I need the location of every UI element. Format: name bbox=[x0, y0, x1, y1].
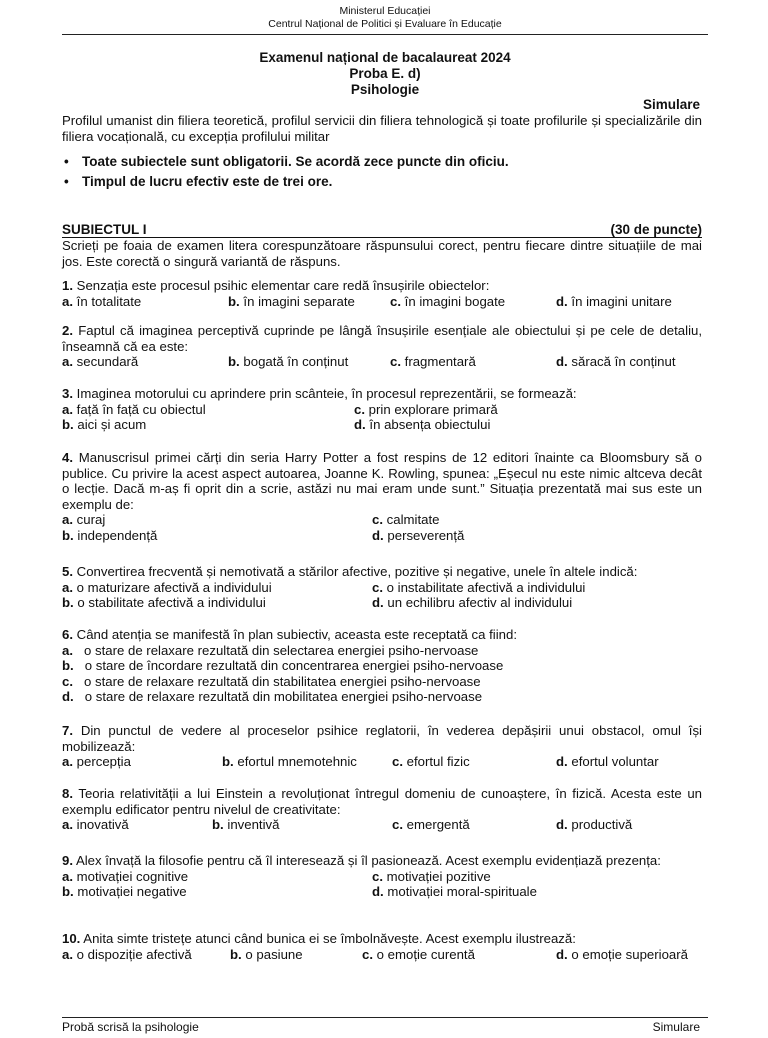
options-row bbox=[62, 354, 702, 370]
option-c: c. efortul fizic bbox=[392, 754, 470, 770]
option-c: c. fragmentară bbox=[390, 354, 476, 370]
option-d: d. o emoție superioară bbox=[556, 946, 688, 962]
options-row bbox=[62, 512, 702, 528]
option-a: a. secundară bbox=[62, 354, 139, 370]
options-row bbox=[62, 884, 702, 900]
option-b: b. independență bbox=[62, 527, 158, 543]
question-text: 10. Anita simte tristețe atunci când bunica ei se îmbolnăvește. Acest exemplu ilustrează: bbox=[62, 931, 576, 946]
profile-text: Profilul umanist din filiera teoretică, profilul servicii din filiera tehnologică și toate profilurile și specializările din filiera vocațională, cu excepția profilului militar bbox=[62, 113, 702, 144]
subject-title: Psihologie bbox=[350, 82, 420, 97]
option-c: c. o stare de relaxare rezultată din stabilitatea energiei psiho-nervoase bbox=[62, 673, 481, 689]
option-d: d. productivă bbox=[556, 817, 633, 833]
option-a: a. o maturizare afectivă a individului bbox=[62, 579, 272, 595]
option-b: b. o stabilitate afectivă a individului bbox=[62, 595, 266, 611]
options-row bbox=[62, 689, 702, 705]
options-row bbox=[62, 674, 702, 690]
option-a: a. o stare de relaxare rezultată din selectarea energiei psiho-nervoase bbox=[62, 642, 479, 658]
options-row bbox=[62, 528, 702, 544]
instructions-list bbox=[62, 153, 702, 193]
option-c: c. motivației pozitive bbox=[372, 868, 491, 884]
question-text: 5. Convertirea frecventă și nemotivată a stărilor afective, pozitive și negative, unele în altele indică: bbox=[62, 564, 638, 579]
footer-left: Probă scrisă la psihologie bbox=[62, 1020, 199, 1034]
option-c: c. emergentă bbox=[392, 817, 470, 833]
options-row bbox=[62, 402, 702, 418]
option-c: c. în imagini bogate bbox=[390, 293, 506, 309]
option-a: a. în totalitate bbox=[62, 293, 142, 309]
question-3 bbox=[62, 386, 702, 433]
session-label: Simulare bbox=[642, 97, 700, 112]
option-d: d. o stare de relaxare rezultată din mobilitatea energiei psiho-nervoase bbox=[62, 689, 483, 705]
option-d: d. perseverență bbox=[372, 527, 465, 543]
option-d: d. motivației moral-spirituale bbox=[372, 884, 537, 900]
options-row bbox=[62, 947, 702, 963]
question-8 bbox=[62, 786, 702, 833]
option-d: d. în absența obiectului bbox=[354, 417, 491, 433]
exam-titles bbox=[62, 50, 708, 98]
instruction-bullet: • Timpul de lucru efectiv este de trei ore. bbox=[62, 173, 702, 193]
question-text: 6. Când atenția se manifestă în plan subiectiv, aceasta este receptată ca fiind: bbox=[62, 627, 518, 642]
question-2 bbox=[62, 323, 702, 370]
footer-right: Simulare bbox=[652, 1020, 700, 1034]
option-c: c. o emoție curentă bbox=[362, 946, 475, 962]
option-b: b. bogată în conținut bbox=[228, 354, 349, 370]
question-text: 2. Faptul că imaginea perceptivă cuprinde pe lângă însușirile esențiale ale obiectului și pe cele de detaliu, înseamnă că ea este: bbox=[62, 323, 703, 354]
option-b: b. o stare de încordare rezultată din concentrarea energiei psiho-nervoase bbox=[62, 658, 504, 674]
page-header bbox=[62, 5, 708, 31]
question-text: 9. Alex învață la filosofie pentru că îl interesează și îl pasionează. Acest exemplu evidențiază prezența: bbox=[62, 853, 661, 868]
option-c: c. prin explorare primară bbox=[354, 401, 498, 417]
question-5 bbox=[62, 564, 702, 611]
option-a: a. o dispoziție afectivă bbox=[62, 946, 192, 962]
question-7 bbox=[62, 723, 702, 770]
option-b: b. efortul mnemotehnic bbox=[222, 754, 357, 770]
option-b: b. inventivă bbox=[212, 817, 280, 833]
question-text: 1. Senzația este procesul psihic elementar care redă însușirile obiectelor: bbox=[62, 278, 490, 293]
instruction-bullet: • Toate subiectele sunt obligatorii. Se acordă zece puncte din oficiu. bbox=[62, 153, 702, 173]
section-title: SUBIECTUL I bbox=[62, 222, 147, 237]
ministry-name: Ministerul Educației bbox=[339, 5, 431, 17]
option-a: a. percepția bbox=[62, 754, 131, 770]
option-d: d. săracă în conținut bbox=[556, 354, 676, 370]
option-a: a. curaj bbox=[62, 512, 106, 528]
question-text: 4. Manuscrisul primei cărți din seria Harry Potter a fost respins de 12 editori înainte ca Bloomsbury să o publice. Cu privire la acest aspect autoarea, Joanne K. Rowling, spunea: „Eșecul nu este nimic altceva decât o lecție. Dacă m-aș fi oprit din a scrie, astăzi nu mai eram unde sunt.” Situația prezentată mai sus este un exemplu de: bbox=[62, 450, 702, 512]
options-row bbox=[62, 595, 702, 611]
options-row bbox=[62, 817, 702, 833]
section-heading bbox=[62, 222, 702, 238]
option-d: d. efortul voluntar bbox=[556, 754, 659, 770]
question-10 bbox=[62, 931, 702, 962]
options-row bbox=[62, 580, 702, 596]
question-4 bbox=[62, 450, 702, 544]
options-row bbox=[62, 869, 702, 885]
question-text: 3. Imaginea motorului cu aprindere prin scânteie, în procesul reprezentării, se formează: bbox=[62, 386, 577, 401]
section-points: (30 de puncte) bbox=[610, 222, 702, 237]
option-b: b. aici și acum bbox=[62, 417, 147, 433]
exam-title: Examenul național de bacalaureat 2024 bbox=[259, 50, 511, 65]
center-name: Centrul Național de Politici și Evaluare în Educație bbox=[268, 18, 502, 30]
question-1 bbox=[62, 278, 702, 309]
footer-divider bbox=[62, 1017, 708, 1018]
proba-title: Proba E. d) bbox=[349, 66, 421, 81]
option-c: c. calmitate bbox=[372, 512, 440, 528]
option-c: c. o instabilitate afectivă a individului bbox=[372, 579, 586, 595]
section-instructions: Scrieți pe foaia de examen litera corespunzătoare răspunsului corect, pentru fiecare dintre situațiile de mai jos. Este corectă o singură variantă de răspuns. bbox=[62, 238, 702, 269]
question-6 bbox=[62, 627, 702, 705]
question-text: 7. Din punctul de vedere al proceselor psihice reglatorii, în vederea depășirii unui obstacol, omul își mobilizează: bbox=[62, 723, 702, 754]
options-row bbox=[62, 643, 702, 659]
option-d: d. un echilibru afectiv al individului bbox=[372, 595, 573, 611]
options-row bbox=[62, 417, 702, 433]
option-b: b. o pasiune bbox=[230, 946, 303, 962]
question-9 bbox=[62, 853, 702, 900]
exam-page bbox=[62, 0, 708, 1038]
options-row bbox=[62, 658, 702, 674]
options-row bbox=[62, 294, 702, 310]
option-d: d. în imagini unitare bbox=[556, 293, 672, 309]
option-a: a. inovativă bbox=[62, 817, 129, 833]
options-row bbox=[62, 754, 702, 770]
page-footer bbox=[62, 1020, 708, 1036]
option-b: b. în imagini separate bbox=[228, 293, 355, 309]
option-a: a. motivației cognitive bbox=[62, 868, 189, 884]
option-b: b. motivației negative bbox=[62, 884, 187, 900]
question-text: 8. Teoria relativității a lui Einstein a revoluționat întregul domeniu de cunoaștere, în fizică. Acesta este un exemplu edificator pentru nivelul de creativitate: bbox=[62, 786, 702, 817]
header-divider bbox=[62, 34, 708, 35]
option-a: a. față în față cu obiectul bbox=[62, 401, 206, 417]
